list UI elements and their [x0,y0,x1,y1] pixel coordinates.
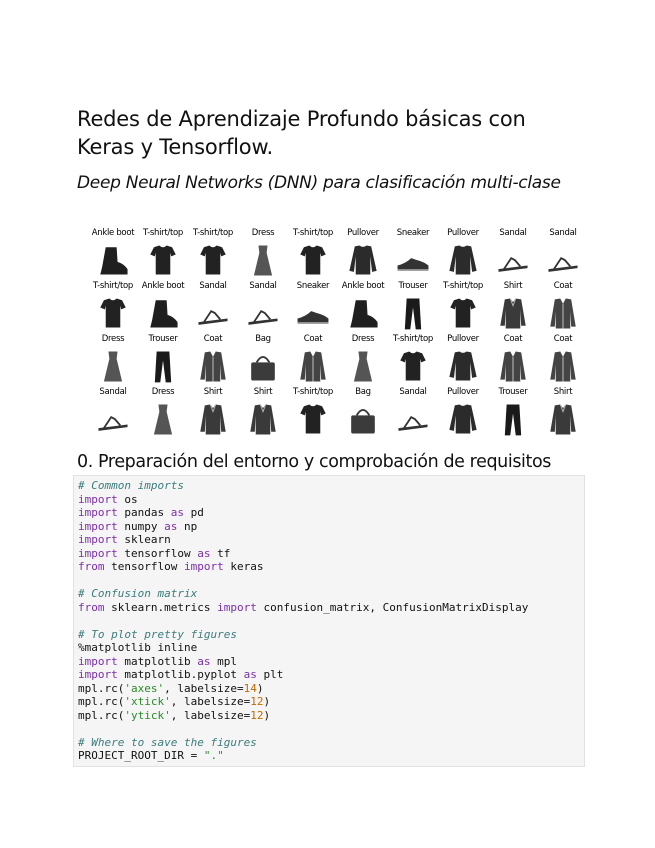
code-token: # To plot pretty figures [78,627,237,641]
code-line [78,533,584,547]
sample-label: T-shirt/top [293,228,333,238]
sample-label: Sandal [499,228,527,238]
clothing-image-icon [443,293,483,333]
clothing-image-icon [193,399,233,439]
sample-cell [488,387,538,440]
sample-label: Sandal [99,387,127,397]
sample-cell [538,387,588,440]
code-token: , labelsize= [164,681,244,695]
sample-cell [88,387,138,440]
code-cell[interactable] [73,475,585,767]
code-token: import [217,600,257,614]
sample-label: Trouser [398,281,428,291]
sample-cell [338,387,388,440]
sample-cell [538,228,588,281]
code-line [78,668,584,682]
code-line [78,709,584,723]
sample-label: Sneaker [296,281,330,291]
clothing-image-icon [393,240,433,280]
clothing-image-icon [193,346,233,386]
code-token: mpl.rc( [78,708,125,722]
sample-cell [138,228,188,281]
sample-label: Dress [101,334,125,344]
code-token: os [117,492,138,506]
sample-label: T-shirt/top [443,281,483,291]
sample-cell [288,228,338,281]
clothing-image-icon [493,240,533,280]
code-line [78,736,584,750]
code-token: 'ytick' [124,708,171,722]
code-token: %matplotlib inline [78,641,198,654]
code-line [78,574,584,588]
code-token: mpl.rc( [78,681,125,695]
code-token: 'axes' [124,681,165,695]
clothing-image-icon [93,240,133,280]
clothing-image-icon [293,240,333,280]
code-token: import [78,519,118,533]
sample-cell [388,387,438,440]
sample-label: Sandal [549,228,577,238]
sample-cell [188,387,238,440]
clothing-image-icon [93,293,133,333]
sample-label: Bag [355,387,371,397]
code-line [78,520,584,534]
code-token: as [243,668,257,681]
sample-cell [238,387,288,440]
clothing-image-icon [543,293,583,333]
code-line [78,601,584,615]
sample-label: Shirt [503,281,523,291]
sample-cell [338,334,388,387]
sample-label: Ankle boot [341,281,385,291]
sample-label: Coat [503,334,523,344]
code-token: 'xtick' [124,695,171,708]
sample-label: T-shirt/top [93,281,133,291]
sample-cell [388,281,438,334]
clothing-image-icon [493,399,533,439]
sample-cell [188,334,238,387]
code-line [78,695,584,709]
clothing-image-icon [393,399,433,439]
code-token: import [78,506,118,519]
sample-label: Coat [203,334,223,344]
clothing-image-icon [343,240,383,280]
sample-cell [338,281,388,334]
clothing-image-icon [343,399,383,439]
code-token: 12 [250,708,264,722]
sample-cell [538,281,588,334]
code-token: import [78,546,118,560]
sample-cell [388,334,438,387]
clothing-image-icon [343,346,383,386]
sample-label: Coat [553,334,573,344]
code-token: # Common imports [78,479,184,492]
clothing-image-icon [143,293,183,333]
clothing-image-icon [443,399,483,439]
sample-cell [488,334,538,387]
code-token: import [78,533,118,546]
code-token: import [78,492,118,506]
code-line [78,722,584,736]
code-token: import [78,654,118,668]
code-token: PROJECT_ROOT_DIR = [78,749,204,762]
code-token: tf [210,546,231,560]
page-subtitle: Deep Neural Networks (DNN) para clasificación multi-clase [77,173,561,193]
sample-cell [288,334,338,387]
code-token: 12 [250,695,264,708]
code-token: sklearn [117,533,171,546]
code-token: # Confusion matrix [78,587,198,600]
sample-cell [88,281,138,334]
code-token: sklearn.metrics [104,600,218,614]
clothing-image-icon [293,399,333,439]
sample-label: T-shirt/top [293,387,333,397]
sample-cell [238,334,288,387]
code-line [78,560,584,574]
code-token: ) [256,681,264,695]
sample-cell [438,281,488,334]
sample-cell [288,387,338,440]
sample-label: T-shirt/top [193,228,233,238]
clothing-image-icon [493,346,533,386]
sample-label: T-shirt/top [393,334,433,344]
code-token: "." [203,749,224,762]
code-token: # Where to save the figures [78,735,257,749]
code-token: as [197,546,211,560]
sample-label: Dress [151,387,175,397]
code-token: from [78,560,105,573]
clothing-image-icon [143,399,183,439]
sample-cell [388,228,438,281]
code-token: as [197,654,211,668]
sample-cell [538,334,588,387]
code-token: confusion_matrix, ConfusionMatrixDisplay [256,600,529,614]
clothing-image-icon [493,293,533,333]
sample-cell [88,334,138,387]
sample-cell [338,228,388,281]
code-token: matplotlib.pyplot [117,668,244,681]
sample-label: Coat [553,281,573,291]
code-line [78,614,584,628]
clothing-image-icon [93,346,133,386]
sample-cell [238,228,288,281]
sample-label: Sandal [249,281,277,291]
code-token: ) [263,708,271,722]
code-token: plt [256,668,284,681]
sample-cell [138,334,188,387]
clothing-image-icon [543,346,583,386]
clothing-image-icon [243,346,283,386]
sample-label: Shirt [203,387,223,397]
clothing-image-icon [193,293,233,333]
code-content[interactable] [78,479,584,763]
code-token: ) [263,695,271,708]
sample-label: Shirt [253,387,273,397]
code-line [78,506,584,520]
sample-label: Ankle boot [141,281,185,291]
code-line [78,641,584,655]
sample-label: Bag [255,334,271,344]
code-token: import [183,560,224,573]
clothing-image-icon [143,240,183,280]
clothing-image-icon [93,399,133,439]
clothing-image-icon [243,240,283,280]
sample-label: Coat [303,334,323,344]
sample-label: Pullover [347,228,379,238]
code-token: mpl [210,654,237,668]
sample-cell [438,334,488,387]
sample-cell [138,387,188,440]
clothing-image-icon [143,346,183,386]
fashion-mnist-sample-grid [88,228,588,440]
sample-cell [488,281,538,334]
code-token: , labelsize= [170,695,251,708]
clothing-image-icon [193,240,233,280]
sample-cell [138,281,188,334]
code-line [78,655,584,669]
sample-label: Pullover [447,387,479,397]
sample-label: T-shirt/top [143,228,183,238]
code-token: pandas [117,506,171,519]
sample-label: Shirt [553,387,573,397]
sample-label: Dress [351,334,375,344]
clothing-image-icon [443,240,483,280]
sample-cell [188,281,238,334]
clothing-image-icon [393,346,433,386]
sample-label: Trouser [498,387,528,397]
code-token: as [170,506,184,519]
code-token: , labelsize= [170,708,251,722]
sample-cell [88,228,138,281]
code-line [78,628,584,642]
code-token: np [177,519,198,533]
clothing-image-icon [243,293,283,333]
sample-cell [288,281,338,334]
sample-cell [238,281,288,334]
code-line [78,493,584,507]
sample-label: Sneaker [396,228,430,238]
code-token: tensorflow [104,560,184,573]
code-line [78,682,584,696]
sample-label: Sandal [199,281,227,291]
code-line [78,749,584,763]
sample-label: Pullover [447,334,479,344]
sample-cell [188,228,238,281]
clothing-image-icon [243,399,283,439]
code-line [78,587,584,601]
code-token: keras [223,560,264,573]
code-line [78,479,584,493]
clothing-image-icon [293,346,333,386]
code-line [78,547,584,561]
code-token: pd [183,506,204,519]
code-token: from [78,600,105,614]
clothing-image-icon [393,293,433,333]
sample-cell [438,228,488,281]
code-token: import [78,668,118,681]
section-heading: 0. Preparación del entorno y comprobación de requisitos [77,452,551,472]
sample-cell [438,387,488,440]
sample-label: Trouser [148,334,178,344]
code-token: numpy [117,519,165,533]
clothing-image-icon [343,293,383,333]
code-token: as [164,519,178,533]
code-token: mpl.rc( [78,695,125,708]
code-token: matplotlib [117,654,198,668]
clothing-image-icon [443,346,483,386]
sample-label: Ankle boot [91,228,135,238]
sample-label: Pullover [447,228,479,238]
sample-label: Dress [251,228,275,238]
code-token: tensorflow [117,546,198,560]
clothing-image-icon [543,240,583,280]
clothing-image-icon [293,293,333,333]
page-title: Redes de Aprendizaje Profundo básicas con Keras y Tensorflow. [77,107,526,159]
sample-label: Sandal [399,387,427,397]
code-token: 14 [243,681,257,695]
clothing-image-icon [543,399,583,439]
sample-cell [488,228,538,281]
